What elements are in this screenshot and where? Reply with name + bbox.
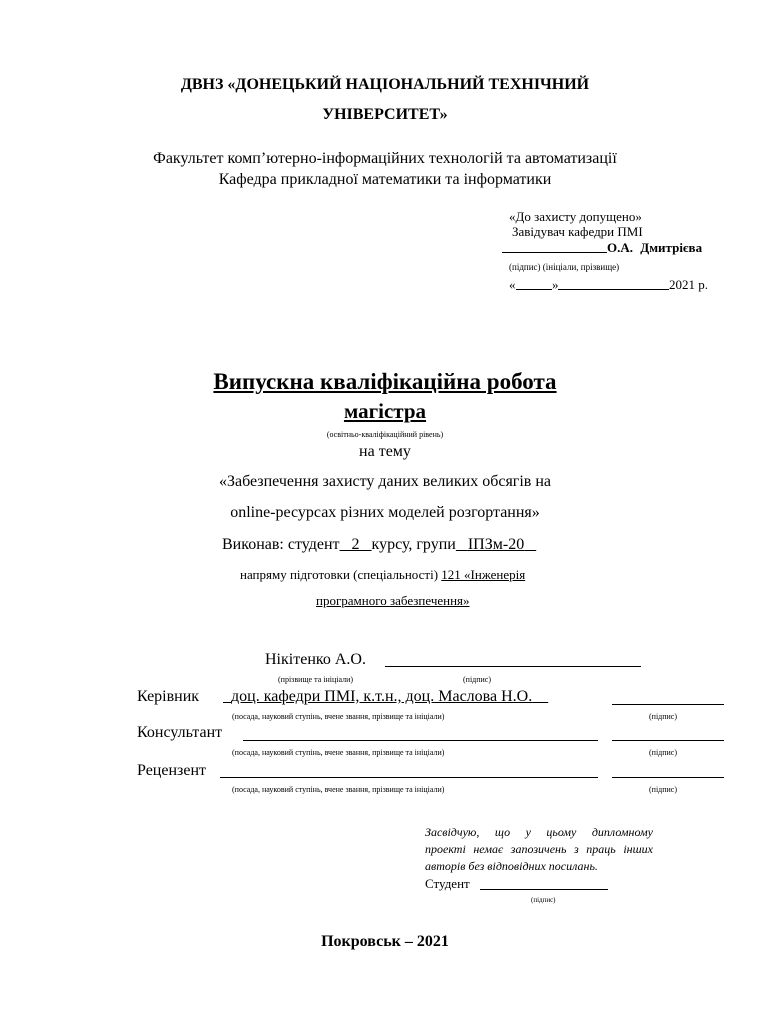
topic-line1: «Забезпечення захисту даних великих обсягів на xyxy=(218,473,552,490)
approval-line2: Завідувач кафедри ПМІ xyxy=(512,224,643,239)
approval-date-mid: » xyxy=(552,277,559,292)
consultant-sign-caption: (підпис) xyxy=(649,748,678,757)
degree-level-caption: (освітньо-кваліфікаційний рівень) xyxy=(326,430,444,439)
student-name: Нікітенко А.О. xyxy=(265,651,366,668)
work-title: Випускна кваліфікаційна робота xyxy=(213,369,557,394)
direction-prefix: напряму підготовки (спеціальності) xyxy=(240,567,439,582)
student-prefix: Виконав: студент xyxy=(222,536,340,553)
supervisor-position-caption: (посада, науковий ступінь, вчене звання, прізвище та ініціали) xyxy=(232,712,445,721)
direction-specialty: 121 «Інженерія xyxy=(441,567,526,582)
head-signature-line xyxy=(502,252,607,253)
direction-line1 xyxy=(240,567,525,583)
supervisor-sign-caption: (підпис) xyxy=(649,712,678,721)
university-name-line1: ДВНЗ «ДОНЕЦЬКИЙ НАЦІОНАЛЬНИЙ ТЕХНІЧНИЙ xyxy=(180,76,590,93)
approval-line1: «До захисту допущено» xyxy=(509,209,642,224)
department-name: Кафедра прикладної математики та інформатики xyxy=(218,171,552,188)
student-course: 2 xyxy=(351,536,360,553)
consultant-position-line xyxy=(243,740,598,741)
supervisor-value: доц. кафедри ПМІ, к.т.н., доц. Маслова Н.О. xyxy=(231,688,533,705)
on-topic-label: на тему xyxy=(359,443,411,460)
date-day-line xyxy=(516,289,552,290)
consultant-label: Консультант xyxy=(137,724,223,741)
certification-line1: Засвідчую, що у цьому дипломному xyxy=(425,825,653,839)
student-group: ІПЗм-20 xyxy=(467,536,525,553)
reviewer-position-line xyxy=(220,777,598,778)
reviewer-position-caption: (посада, науковий ступінь, вчене звання, прізвище та ініціали) xyxy=(232,785,445,794)
certification-line2: проекті немає запозичень з праць інших xyxy=(425,842,653,856)
certification-signature-line xyxy=(480,889,608,890)
faculty-name: Факультет комп’ютерно-інформаційних технологій та автоматизації xyxy=(153,150,617,167)
consultant-signature-line xyxy=(612,740,724,741)
approval-date-year: 2021 р. xyxy=(669,277,708,292)
student-line xyxy=(222,536,536,554)
direction-line2: програмного забезпечення» xyxy=(316,593,470,608)
date-month-line xyxy=(558,289,669,290)
reviewer-label: Рецензент xyxy=(137,762,206,779)
certification-sign-caption: (підпис) xyxy=(531,896,556,904)
student-name-caption: (прізвище та ініціали) xyxy=(278,675,354,684)
degree-level: магістра xyxy=(343,399,427,423)
supervisor-label: Керівник xyxy=(137,688,200,705)
approval-caption: (підпис) (ініціали, прізвище) xyxy=(509,262,620,272)
student-course-label: курсу, групи xyxy=(371,536,456,553)
reviewer-signature-line xyxy=(612,777,724,778)
head-name: О.А. Дмитрієва xyxy=(607,240,703,255)
certification-student-label: Студент xyxy=(425,876,470,891)
student-sign-caption: (підпис) xyxy=(463,675,492,684)
university-name-line2: УНІВЕРСИТЕТ» xyxy=(322,106,448,123)
reviewer-sign-caption: (підпис) xyxy=(649,785,678,794)
consultant-position-caption: (посада, науковий ступінь, вчене звання, прізвище та ініціали) xyxy=(232,748,445,757)
supervisor-signature-line xyxy=(612,704,724,705)
approval-date-open: « xyxy=(509,277,516,292)
student-signature-line xyxy=(385,666,641,667)
certification-line3: авторів без відповідних посилань. xyxy=(425,859,598,873)
topic-line2: online-ресурсах різних моделей розгортання» xyxy=(230,504,540,521)
city-year: Покровськ – 2021 xyxy=(321,933,449,950)
